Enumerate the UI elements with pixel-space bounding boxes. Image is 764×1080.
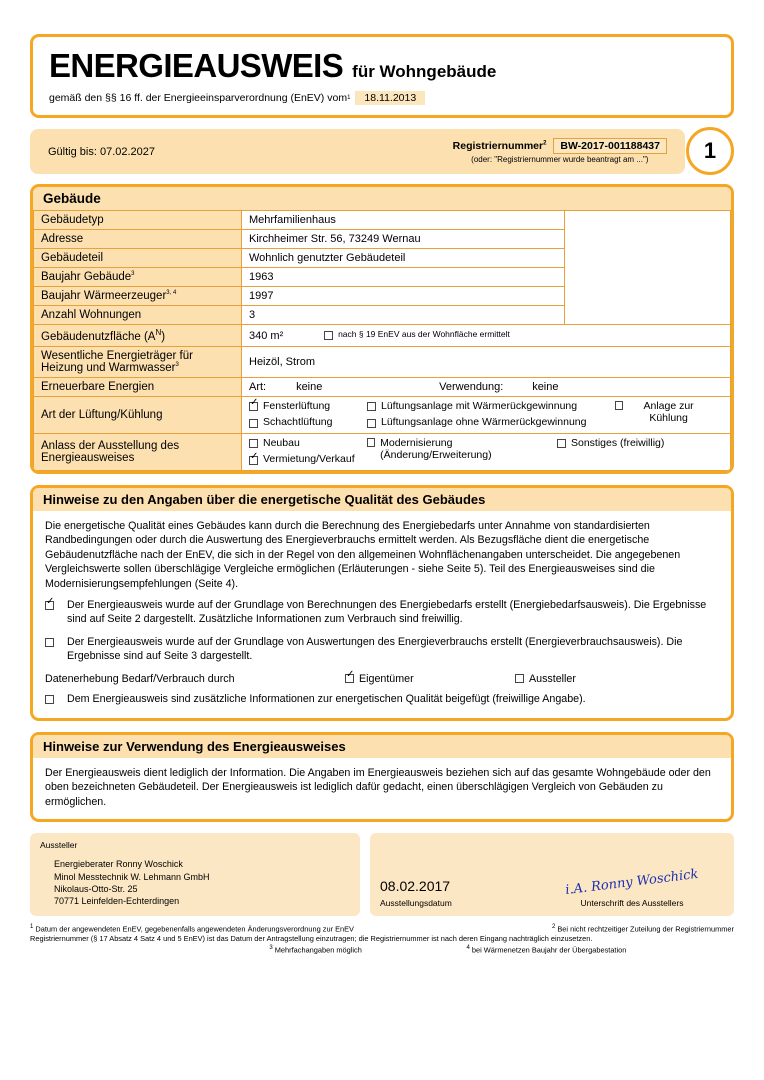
footnote-2: [396, 924, 734, 934]
ausstellungsdatum-value: 08.02.2017: [380, 877, 451, 894]
hinweise-qualitaet-section: [30, 485, 734, 721]
row-label-adresse: Adresse: [34, 230, 242, 249]
table-row: [34, 377, 731, 396]
row-label-energietraeger: [34, 346, 242, 377]
option-vermietung-verkauf[interactable]: [249, 453, 355, 465]
checkbox-wrapper: [45, 598, 67, 627]
law-reference: [49, 91, 715, 105]
footnote-marker-1: 1: [30, 923, 34, 930]
option-label: Anlage zur Kühlung: [643, 399, 694, 424]
date-signature-inner: [380, 839, 724, 910]
datenerhebung-row: [45, 672, 719, 686]
footnote-row-1: [30, 924, 734, 934]
label-footnote: 3, 4: [166, 290, 177, 297]
footnotes: [30, 924, 734, 955]
row-value-energietraeger: Heizöl, Strom: [242, 346, 731, 377]
checkbox-aussteller[interactable]: [515, 674, 524, 683]
anlass-options: [249, 437, 723, 467]
nutzflaeche-checkbox-row[interactable]: [324, 329, 510, 339]
signature-column: [540, 839, 724, 910]
registration-footnote-marker: 2: [543, 140, 547, 146]
building-photo-cell: [565, 211, 731, 325]
checkbox-schachtlueftung[interactable]: [249, 419, 258, 428]
datenerhebung-label: Datenerhebung Bedarf/Verbrauch durch: [45, 672, 235, 685]
checkbox-modernisierung[interactable]: [367, 438, 375, 447]
row-value-anlass: [242, 433, 731, 470]
registration-label: Registriernummer: [452, 139, 544, 152]
registration-number-group: [453, 140, 667, 164]
gebaeude-heading: Gebäude: [33, 187, 731, 210]
table-row: [34, 346, 731, 377]
table-row: [34, 396, 731, 433]
checkbox-wrapper: [45, 635, 67, 664]
row-value-anzahl-wohnungen: 3: [242, 306, 565, 325]
label-footnote: 3: [175, 362, 179, 368]
row-value-gebaeudeteil: Wohnlich genutzter Gebäudeteil: [242, 249, 565, 268]
date-signature-box: [370, 833, 734, 916]
aussteller-line-2: Minol Messtechnik W. Lehmann GmbH: [54, 871, 210, 882]
label-text: Baujahr Wärmeerzeuger: [41, 290, 167, 302]
hinweise-verwendung-body: [33, 758, 731, 819]
lueftung-options: [249, 400, 723, 430]
checkbox-label: nach § 19 EnEV aus der Wohnfläche ermittelt: [338, 329, 510, 340]
footnote-3: [269, 945, 466, 955]
gebaeude-table-wrapper: [33, 210, 731, 471]
row-value-nutzflaeche: [242, 325, 731, 347]
datenerhebung-option-aussteller[interactable]: [515, 672, 576, 686]
checkbox-neubau[interactable]: [249, 439, 258, 448]
checkbox-sonstiges[interactable]: [557, 439, 566, 448]
footnote-2-body: Registriernummer (§ 17 Absatz 4 Satz 4 und 5 EnEV) ist das Datum der Antragstellung einzutragen; die Registriernummer ist nach deren Eingang nachträglich einzusetzen.: [30, 934, 593, 944]
row-label-baujahr-gebaeude: [34, 268, 242, 287]
option-label: Aussteller: [529, 672, 576, 685]
checkbox-wrapper: [45, 692, 67, 707]
option-label: Lüftungsanlage ohne Wärmerückgewinnung: [381, 416, 587, 429]
checkbox-energieverbrauchsausweis[interactable]: [45, 638, 54, 647]
erneuerbare-art-value: keine: [296, 380, 323, 393]
footnote-spacer: [30, 945, 269, 955]
registration-bar: [30, 129, 734, 174]
signature-image: i.A. Ronny Woschick: [564, 866, 700, 899]
option-sonstiges[interactable]: [557, 437, 664, 449]
title-row: [49, 47, 715, 85]
checkbox-energiebedarfsausweis[interactable]: [45, 601, 54, 610]
footnote-marker-3: 3: [269, 944, 273, 951]
option-label: Modernisierung (Änderung/Erweiterung): [380, 436, 492, 461]
aussteller-address: [40, 858, 350, 907]
label-footnote: 3: [131, 271, 135, 278]
anlass-col-3: [557, 437, 723, 467]
option-anlage-zur-kuehlung[interactable]: [615, 400, 709, 424]
checkbox-nutzflaeche-wohnflaeche[interactable]: [324, 331, 333, 340]
option-label: Fensterlüftung: [263, 399, 331, 412]
datenerhebung-option-eigentuemer[interactable]: [345, 672, 515, 686]
footnote-2-text: Bei nicht rechtzeitiger Zuteilung der Registriernummer: [557, 924, 734, 934]
row-label-anlass: Anlass der Ausstellung des Energieausweises: [34, 433, 242, 470]
registration-hint: (oder: "Registriernummer wurde beantragt am ..."): [471, 154, 649, 164]
checkbox-lueftungsanlage-ohne-wrg[interactable]: [367, 419, 376, 428]
lueftung-col-2: [367, 400, 615, 430]
hinweise-verwendung-paragraph: Der Energieausweis dient lediglich der Information. Die Angaben im Energieausweis beziehen sich auf das gesamte Wohngebäude oder den oben bezeichneten Gebäudeteil. Der Energieausweis ist lediglich dafür gedacht, einen überschlägigen Vergleich von Gebäuden zu ermöglichen.: [45, 766, 711, 808]
row-value-gebaeudetyp: Mehrfamilienhaus: [242, 211, 565, 230]
hinweise-verwendung-heading: Hinweise zur Verwendung des Energieausweises: [33, 735, 731, 758]
aussteller-box: [30, 833, 360, 916]
table-row: [34, 211, 731, 230]
law-date: 18.11.2013: [355, 91, 425, 105]
erneuerbare-verwendung-value: keine: [532, 380, 559, 393]
option-lueftungsanlage-ohne-wrg[interactable]: [367, 416, 586, 428]
document-header: [30, 34, 734, 118]
label-text: Wesentliche Energieträger für Heizung und Warmwasser: [41, 349, 193, 374]
label-text-end: ): [161, 330, 166, 343]
registration-box: [30, 129, 685, 174]
date-column: [380, 839, 540, 910]
nutzflaeche-value: 340 m²: [249, 329, 284, 342]
option-label: Eigentümer: [359, 672, 414, 685]
row-label-anzahl-wohnungen: Anzahl Wohnungen: [34, 306, 242, 325]
footer-boxes: [30, 833, 734, 916]
checkbox-anlage-zur-kuehlung[interactable]: [615, 401, 623, 410]
checkbox-zusatzinfos[interactable]: [45, 695, 54, 704]
checkbox-vermietung-verkauf[interactable]: [249, 456, 258, 465]
row-label-lueftung: Art der Lüftung/Kühlung: [34, 396, 242, 433]
footnote-marker-4: 4: [466, 944, 470, 951]
footnote-4: [466, 945, 734, 955]
lueftung-col-3: [615, 400, 723, 430]
checkbox-eigentuemer[interactable]: [345, 674, 354, 683]
footnote-2-continued: [30, 934, 734, 944]
row-label-nutzflaeche: [34, 325, 242, 347]
option-neubau[interactable]: [249, 437, 300, 449]
lueftung-col-1: [249, 400, 367, 430]
aussteller-line-3: Nikolaus-Otto-Str. 25: [54, 883, 138, 894]
option-modernisierung[interactable]: [367, 437, 543, 461]
aussteller-line-1: Energieberater Ronny Woschick: [54, 859, 183, 870]
option-label: Sonstiges (freiwillig): [571, 436, 665, 449]
option-label: Schachtlüftung: [263, 416, 333, 429]
table-row: [34, 433, 731, 470]
option-schachtlueftung[interactable]: [249, 416, 332, 428]
anlass-col-1: [249, 437, 367, 467]
ausstellungsdatum-caption: Ausstellungsdatum: [380, 897, 452, 908]
gebaeude-section: [30, 184, 734, 474]
page-number-badge: 1: [686, 127, 734, 175]
row-value-adresse: Kirchheimer Str. 56, 73249 Wernau: [242, 230, 565, 249]
aussteller-line-4: 70771 Leinfelden-Echterdingen: [54, 895, 180, 906]
option-zusatzinfos-text: Dem Energieausweis sind zusätzliche Informationen zur energetischen Qualität beigefügt (freiwillige Angabe).: [67, 693, 586, 706]
option-lueftungsanlage-mit-wrg[interactable]: [367, 400, 577, 412]
checkbox-lueftungsanlage-mit-wrg[interactable]: [367, 402, 376, 411]
registration-number-row: [453, 140, 667, 152]
option-label: Vermietung/Verkauf: [263, 453, 355, 466]
page-title: ENERGIEAUSWEIS: [49, 47, 344, 84]
signature-caption: Unterschrift des Ausstellers: [580, 897, 684, 908]
footnote-1-text: Datum der angewendeten EnEV, gegebenenfalls angewendeten Änderungsverordnung zur EnEV: [35, 924, 354, 934]
hinweise-qualitaet-heading: Hinweise zu den Angaben über die energetische Qualität des Gebäudes: [33, 488, 731, 511]
option-zusatzinfos[interactable]: [45, 692, 719, 707]
row-value-baujahr-waermeerzeuger: 1997: [242, 287, 565, 306]
row-label-baujahr-waermeerzeuger: [34, 287, 242, 306]
gebaeude-table: [33, 210, 731, 471]
option-energiebedarfsausweis-text: Der Energieausweis wurde auf der Grundlage von Berechnungen des Energiebedarfs erstellt (Energiebedarfsausweis). Die Ergebnisse sind auf Seite 2 dargestellt. Zusätzliche Informationen zum Verbrauch sind freiwillig.: [67, 599, 707, 626]
footnote-marker-2: 2: [551, 923, 556, 930]
law-footnote-marker: 1: [347, 95, 351, 101]
anlass-col-2: [367, 437, 557, 467]
row-value-baujahr-gebaeude: 1963: [242, 268, 565, 287]
footnote-3-text: Mehrfachangaben möglich: [274, 945, 362, 955]
erneuerbare-art-label: Art:: [249, 380, 267, 393]
option-label: Lüftungsanlage mit Wärmerückgewinnung: [381, 399, 578, 412]
aussteller-caption: Aussteller: [40, 839, 78, 850]
option-energiebedarfsausweis[interactable]: [45, 598, 719, 627]
law-text: gemäß den §§ 16 ff. der Energieeinsparverordnung (EnEV) vom: [49, 92, 348, 104]
label-text: Baujahr Gebäude: [41, 271, 132, 283]
row-label-gebaeudetyp: Gebäudetyp: [34, 211, 242, 230]
page-subtitle: für Wohngebäude: [352, 62, 497, 81]
registration-number-value: BW-2017-001188437: [553, 138, 667, 154]
row-value-erneuerbare: [242, 377, 731, 396]
option-fensterlueftung[interactable]: [249, 400, 330, 412]
row-label-erneuerbare: Erneuerbare Energien: [34, 377, 242, 396]
label-subscript: N: [155, 328, 162, 337]
row-label-gebaeudeteil: Gebäudeteil: [34, 249, 242, 268]
checkbox-fensterlueftung[interactable]: [249, 402, 258, 411]
label-text: Gebäudenutzfläche (A: [41, 330, 156, 343]
option-label: Neubau: [263, 436, 300, 449]
hinweise-qualitaet-body: [33, 511, 731, 718]
row-value-lueftung: [242, 396, 731, 433]
footnote-1: [30, 924, 396, 934]
erneuerbare-verwendung-label: Verwendung:: [439, 380, 504, 393]
option-energieverbrauchsausweis[interactable]: [45, 635, 719, 664]
option-energieverbrauchsausweis-text: Der Energieausweis wurde auf der Grundlage von Auswertungen des Energieverbrauchs erstellt (Energieverbrauchsausweis). Die Ergebnisse sind auf Seite 3 dargestellt.: [67, 635, 683, 663]
validity-label: Gültig bis: 07.02.2027: [48, 145, 156, 158]
hinweise-qualitaet-paragraph: Die energetische Qualität eines Gebäudes kann durch die Berechnung des Energiebedarfs unter Annahme von standardisierten Randbedingungen oder durch die Auswertung des Energieverbrauchs ermittelt werden. Als Bezugsfläche dient die energetische Gebäudenutzfläche nach der EnEV, die sich in der Regel von den allgemeinen Wohnflächenangaben unterscheidet. Die angegebenen Vergleichswerte sollen überschlägige Vergleiche ermöglichen (Erläuterungen - siehe Seite 5). Teil des Energieausweises sind die Modernisierungsempfehlungen (Seite 4).: [45, 519, 681, 590]
hinweise-verwendung-section: [30, 732, 734, 822]
footnote-row-2: [30, 945, 734, 955]
table-row: [34, 325, 731, 347]
footnote-4-text: bei Wärmenetzen Baujahr der Übergabestation: [471, 945, 627, 955]
